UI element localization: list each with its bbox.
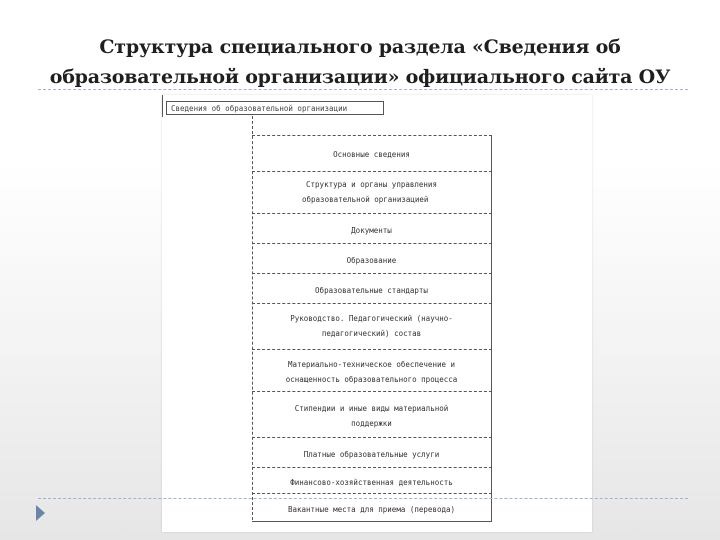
diagram-item-8-line-1: Стипендии и иные виды материальной [294, 404, 449, 413]
diagram-item-8 [252, 391, 492, 437]
slide-title-line-1: Структура специального раздела «Сведения об [99, 36, 621, 58]
diagram-item-2 [252, 171, 492, 213]
title-divider [38, 89, 688, 90]
diagram-item-1 [252, 135, 492, 171]
diagram-item-1-line-1: Основные сведения [333, 150, 410, 159]
diagram-bottom-line [252, 521, 492, 522]
diagram-item-7 [252, 349, 492, 391]
diagram-item-4 [252, 243, 492, 273]
footer-divider [38, 498, 688, 499]
diagram-item-11-line-1: Вакантные места для приема (перевода) [287, 505, 456, 514]
diagram-item-7-line-1: Материально-техническое обеспечение и [287, 360, 456, 369]
diagram-item-9 [252, 437, 492, 467]
diagram-item-7-line-2: оснащенность образовательного процесса [285, 375, 458, 384]
diagram-item-2-line-2: образовательной организацией [302, 195, 429, 204]
structure-diagram-scan [162, 95, 592, 532]
diagram-item-5-line-1: Образовательные стандарты [315, 286, 428, 295]
diagram-item-9-line-1: Платные образовательные услуги [303, 450, 440, 459]
diagram-item-6-line-1: Руководство. Педагогический (научно- [290, 314, 453, 323]
diagram-item-8-line-2: поддержки [351, 419, 392, 428]
diagram-item-10-line-1: Финансово-хозяйственная деятельность [290, 478, 453, 487]
diagram-item-5 [252, 273, 492, 303]
slide-title-line-2: образовательной организации» официального сайта ОУ [49, 66, 671, 88]
diagram-item-6-line-2: педагогический) состав [321, 329, 422, 338]
triangle-bullet-icon [36, 505, 45, 521]
diagram-item-3-line-1: Документы [351, 226, 392, 235]
diagram-item-2-line-1: Структура и органы управления [306, 180, 437, 189]
diagram-root-box: Сведения об образовательной организации [166, 101, 384, 115]
diagram-item-4-line-1: Образование [346, 256, 397, 265]
diagram-item-6 [252, 303, 492, 349]
diagram-item-10 [252, 467, 492, 493]
slide-title [0, 32, 720, 92]
diagram-item-3 [252, 213, 492, 243]
